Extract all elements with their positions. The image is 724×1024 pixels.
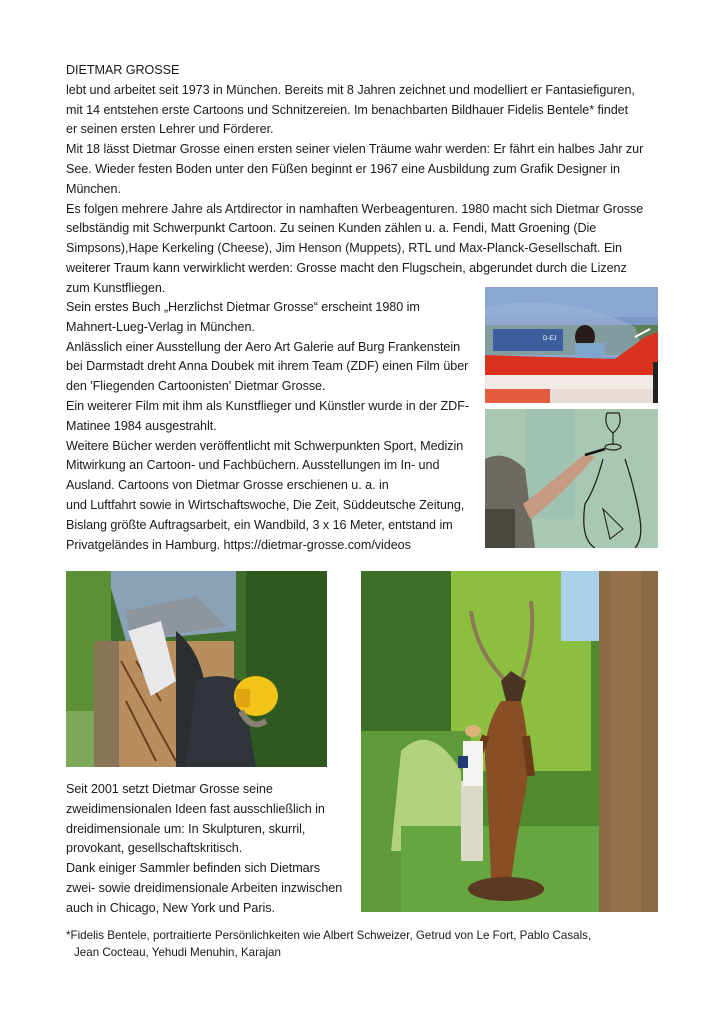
text-line: Simpsons),Hape Kerkeling (Cheese), Jim Henson (Muppets), RTL und Max-Planck-Gesellschaft. Ein [66,241,623,256]
text-line: Dank einiger Sammler befinden sich Dietmars [66,861,321,876]
text-line: zweidimensionalen Ideen fast ausschließlich in [66,801,325,816]
text-line: Mit 18 lässt Dietmar Grosse einen ersten seiner vielen Träume wahr werden: Er fährt ein halbes Jahr zur [66,142,644,157]
text-line: See. Wieder festen Boden unter den Füßen beginnt er 1967 eine Ausbildung zum Grafik Designer in [66,161,620,176]
photo-plane-cockpit [485,287,658,403]
text-line: weiterer Traum kann verwirklicht werden: Grosse macht den Flugschein, abgerundet durch die Lizenz [66,260,627,275]
text-line: zum Kunstfliegen. [66,280,166,295]
document-title: DIETMAR GROSSE [66,63,180,77]
text-line: Ein weiterer Film mit ihm als Kunstflieger und Künstler wurde in der ZDF- [66,398,469,413]
text-line: dreidimensionale um: In Skulpturen, skurril, [66,821,306,836]
svg-text:D-EJ: D-EJ [543,336,557,342]
footnote-line: *Fidelis Bentele, portraitierte Persönlichkeiten wie Albert Schweizer, Getrud von Le Fort, Pablo Casals, [66,929,592,942]
text-line: zwei- sowie dreidimensionale Arbeiten inzwischen [66,880,343,895]
footnote [66,928,591,961]
photo-deer-sculpture [361,571,658,912]
text-line: Matinee 1984 ausgestrahlt. [66,418,217,433]
text-line: Ausland. Cartoons von Dietmar Grosse erschienen u. a. in [66,478,389,493]
sculpture-text [66,780,342,919]
footnote-line: Jean Cocteau, Yehudi Menuhin, Karajan [74,945,281,959]
text-line: Weitere Bücher werden veröffentlicht mit Schwerpunkten Sport, Medizin [66,438,464,453]
text-line: mit 14 entstehen erste Cartoons und Schnitzereien. Im benachbarten Bildhauer Fidelis Bentele* findet [66,102,629,117]
text-line: provokant, gesellschaftskritisch. [66,841,243,856]
text-line: Seit 2001 setzt Dietmar Grosse seine [66,782,273,796]
text-line: München. [66,181,121,196]
text-line: er seinen ersten Lehrer und Förderer. [66,122,274,137]
text-line: Anlässlich einer Ausstellung der Aero Art Galerie auf Burg Frankenstein [66,339,461,354]
text-line: auch in Chicago, New York und Paris. [66,900,275,915]
text-line: Bislang größte Auftragsarbeit, ein Wandbild, 3 x 16 Meter, entstand im [66,517,453,532]
text-line: bei Darmstadt dreht Anna Doubek mit ihrem Team (ZDF) einen Film über [66,359,469,374]
text-line: lebt und arbeitet seit 1973 in München. Bereits mit 8 Jahren zeichnet und modelliert er Fantasiefiguren, [66,82,635,97]
photo-wall-drawing [485,409,658,548]
text-line: selbständig mit Schwerpunkt Cartoon. Zu seinen Kunden zählen u. a. Fendi, Matt Groening (Die [66,221,597,236]
career-text [66,298,469,555]
text-line: Privatgeländes in Hamburg. https://dietmar-grosse.com/videos [66,537,411,552]
text-line: Mahnert-Lueg-Verlag in München. [66,319,255,334]
text-line: Es folgen mehrere Jahre als Artdirector in namhaften Werbeagenturen. 1980 macht sich Dietmar Grosse [66,201,644,216]
text-line: und Luftfahrt sowie in Wirtschaftswoche, Die Zeit, Süddeutsche Zeitung, [66,497,465,512]
text-line: Sein erstes Buch „Herzlichst Dietmar Grosse“ erscheint 1980 im [66,300,420,314]
text-line: den 'Fliegenden Cartoonisten' Dietmar Grosse. [66,379,326,394]
photo-chainsaw-carving [66,571,327,767]
text-line: Mitwirkung an Cartoon- und Fachbüchern. Ausstellungen im In- und [66,458,440,473]
intro-text [66,61,643,299]
